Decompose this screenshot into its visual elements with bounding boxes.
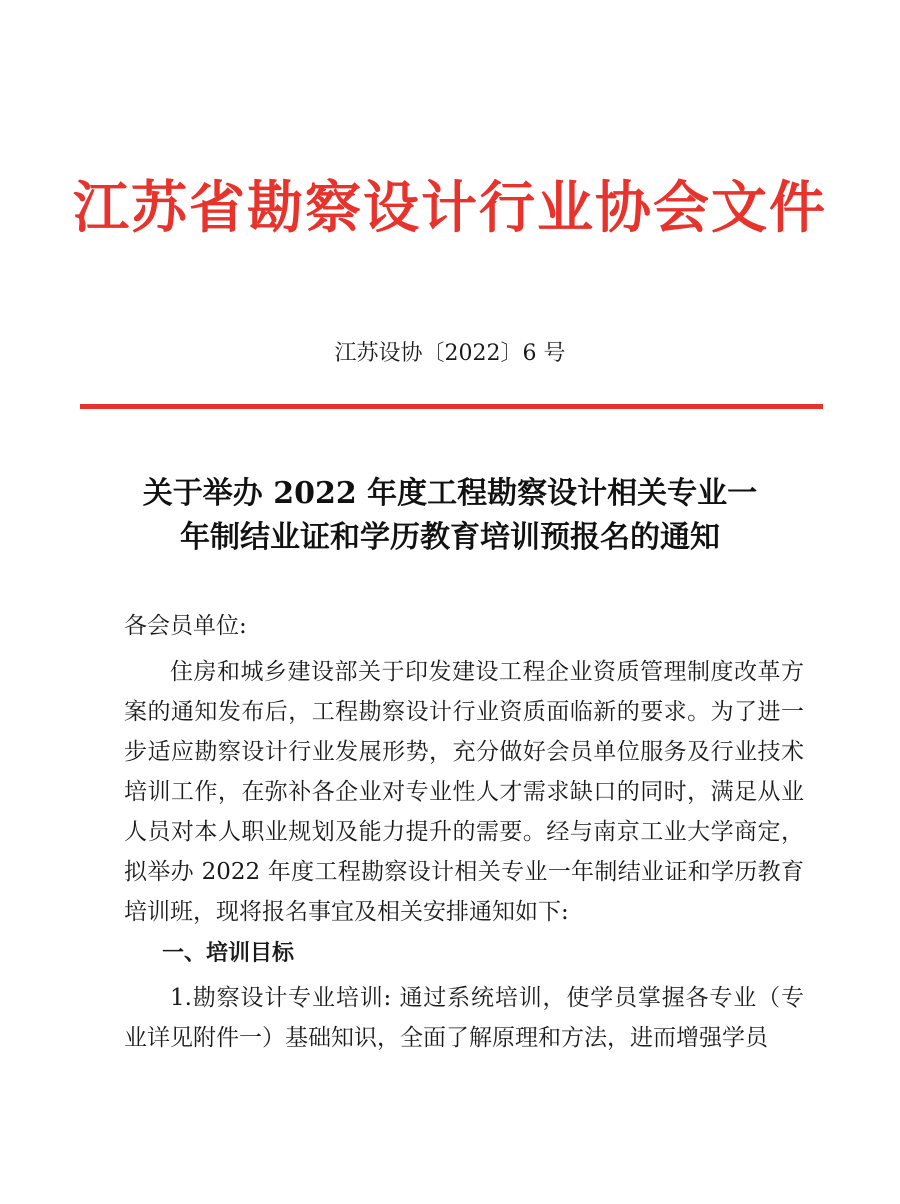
section-heading-training-goals: 一、培训目标 [162, 941, 295, 966]
masthead-title: 江苏省勘察设计行业协会文件 [73, 175, 827, 241]
document-number: 江苏设协〔2022〕6 号 [334, 341, 566, 366]
notice-title-line-1: 关于举办 2022 年度工程勘察设计相关专业一 [142, 476, 758, 511]
notice-body [124, 606, 804, 1058]
notice-title-line-2: 年制结业证和学历教育培训预报名的通知 [180, 520, 720, 555]
body-paragraph-intro: 住房和城乡建设部关于印发建设工程企业资质管理制度改革方案的通知发布后，工程勘察设计行业资质面临新的要求。为了进一步适应勘察设计行业发展形势，充分做好会员单位服务及行业技术培训工作，在弥补各企业对专业性人才需求缺口的同时，满足从业人员对本人职业规划及能力提升的需要。经与南京工业大学商定，拟举办 2022 年度工程勘察设计相关专业一年制结业证和学历教育培训班，现将报名事宜及相关安排通知如下: [124, 659, 804, 925]
red-divider-line [80, 404, 823, 409]
body-paragraph-goal-1: 1.勘察设计专业培训: 通过系统培训，使学员掌握各专业（专业详见附件一）基础知识，全面了解原理和方法，进而增强学员 [124, 985, 804, 1051]
salutation: 各会员单位: [124, 613, 247, 639]
notice-title [80, 472, 820, 560]
